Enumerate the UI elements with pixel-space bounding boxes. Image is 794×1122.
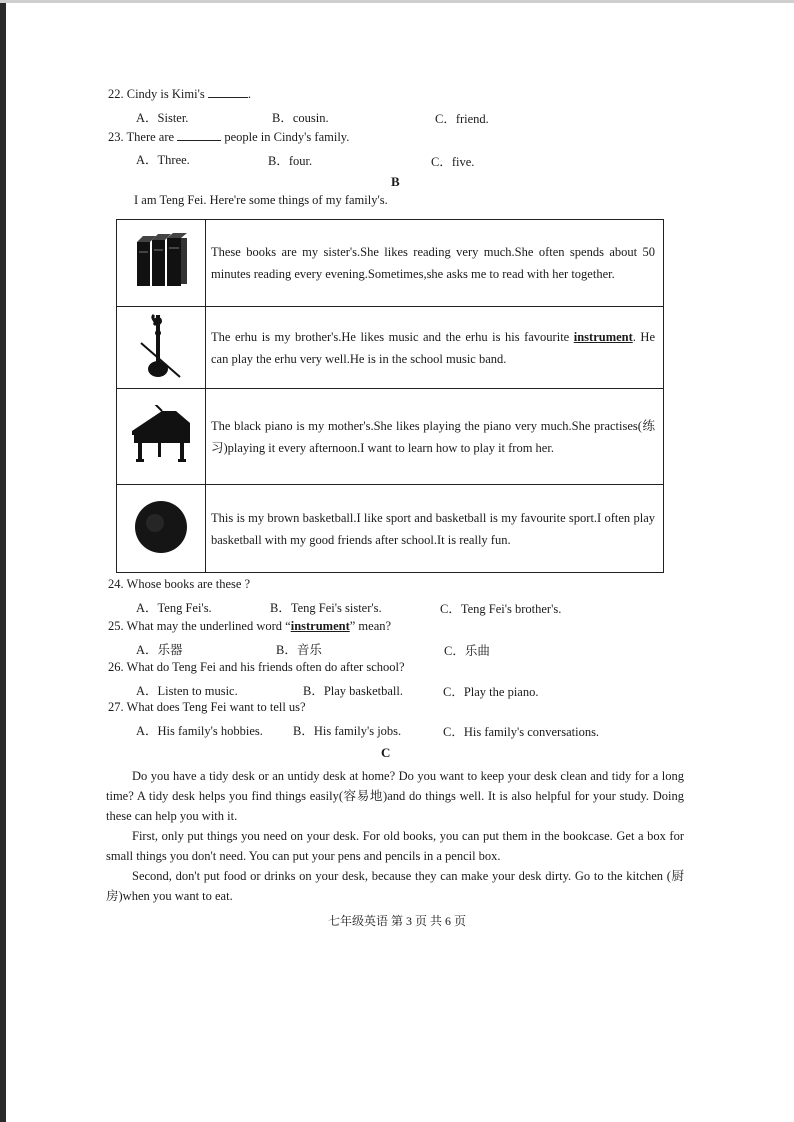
q22-option-c: C．friend. (435, 112, 489, 126)
question-number: 24. (108, 577, 124, 591)
paragraph-text: Second, don't put food or drinks on your desk, because they can make your desk dirty. Go to the kitchen (厨房)when you want to eat. (106, 869, 684, 903)
underlined-word: instrument (573, 329, 633, 344)
question-stem-after: ” mean? (349, 619, 392, 633)
erhu-icon (136, 370, 186, 384)
piano-icon (128, 454, 194, 468)
question-number: 26. (108, 660, 124, 674)
section-b-heading: B (391, 174, 400, 189)
erhu-description (206, 307, 664, 389)
scan-edge-left (0, 0, 6, 1122)
paragraph-text: First, only put things you need on your desk. For old books, you can put them in the bookcase. Get a box for small things you don't need. You can put your pens and pencils in a pencil box. (106, 829, 684, 863)
question-number: 27. (108, 700, 124, 714)
q25-option-a: A．乐器 (136, 643, 183, 657)
question-27 (108, 700, 306, 715)
erhu-text-after: . He can play the erhu very well.He is in the school music band. (211, 329, 656, 366)
icon-cell (117, 307, 206, 389)
q27-option-c: C．His family's conversations. (443, 725, 600, 739)
icon-cell (117, 220, 206, 307)
section-b-intro: I am Teng Fei. Here're some things of my family's. (134, 193, 388, 207)
question-number: 23. (108, 130, 124, 144)
q27-option-b: B．His family's jobs. (293, 724, 402, 738)
question-25 (108, 619, 391, 634)
question-23 (108, 129, 349, 145)
scan-edge-top (0, 0, 794, 3)
paragraph-text: Do you have a tidy desk or an untidy desk at home? Do you want to keep your desk clean and tidy for a long time? A tidy desk helps you find things easily(容易地)and do things well. It is also helpful for your study. Doing these can help you with it. (106, 769, 684, 823)
q24-option-a: A．Teng Fei's. (136, 601, 212, 615)
question-26 (108, 660, 405, 675)
question-stem: Cindy is Kimi's (126, 87, 205, 101)
q24-option-b: B．Teng Fei's sister's. (270, 601, 382, 615)
icon-cell (117, 485, 206, 573)
family-things-table (116, 219, 664, 573)
question-stem-before: What may the underlined word “ (126, 619, 291, 633)
basketball-icon (133, 544, 189, 558)
books-description: These books are my sister's.She likes reading very much.She often spends about 50 minutes reading every evening.Sometimes,she asks me to read with her together. (206, 220, 664, 307)
passage-paragraph-2 (106, 826, 684, 866)
q23-option-c: C．five. (431, 155, 475, 169)
q25-option-b: B．音乐 (276, 643, 322, 657)
question-end: . (247, 87, 251, 101)
table-row (117, 389, 664, 485)
erhu-text-before: The erhu is my brother's.He likes music and the erhu is his favourite (211, 329, 570, 344)
question-stem: Whose books are these ? (126, 577, 251, 591)
answer-blank (208, 86, 248, 98)
q22-option-b: B．cousin. (272, 111, 329, 125)
answer-blank (177, 129, 221, 141)
q26-option-a: A．Listen to music. (136, 684, 238, 698)
q26-option-c: C．Play the piano. (443, 685, 539, 699)
passage-paragraph-3 (106, 866, 684, 906)
table-row (117, 220, 664, 307)
q25-option-c: C．乐曲 (444, 644, 490, 658)
page-footer: 七年级英语 第 3 页 共 6 页 (327, 914, 466, 928)
basketball-description: This is my brown basketball.I like sport and basketball is my favourite sport.I often play basketball with my good friends after school.It is really fun. (206, 485, 664, 573)
q27-option-a: A．His family's hobbies. (136, 724, 263, 738)
books-icon (133, 279, 189, 293)
question-number: 22. (108, 87, 124, 101)
q23-option-a: A．Three. (136, 153, 190, 167)
question-24 (108, 577, 250, 592)
question-stem: What does Teng Fei want to tell us? (126, 700, 306, 714)
q26-option-b: B．Play basketball. (303, 684, 403, 698)
table-row (117, 485, 664, 573)
question-number: 25. (108, 619, 124, 633)
icon-cell (117, 389, 206, 485)
question-22 (108, 86, 251, 102)
q22-option-a: A．Sister. (136, 111, 189, 125)
q24-option-c: C．Teng Fei's brother's. (440, 602, 562, 616)
underlined-word: instrument (290, 619, 350, 633)
question-stem-after: people in Cindy's family. (224, 130, 350, 144)
passage-paragraph-1 (106, 766, 684, 826)
question-stem-before: There are (126, 130, 175, 144)
section-c-heading: C (381, 745, 391, 760)
piano-description: The black piano is my mother's.She likes playing the piano very much.She practises(练习)playing it every afternoon.I want to learn how to play it from her. (206, 389, 664, 485)
table-row (117, 307, 664, 389)
question-stem: What do Teng Fei and his friends often do after school? (126, 660, 405, 674)
q23-option-b: B．four. (268, 154, 313, 168)
